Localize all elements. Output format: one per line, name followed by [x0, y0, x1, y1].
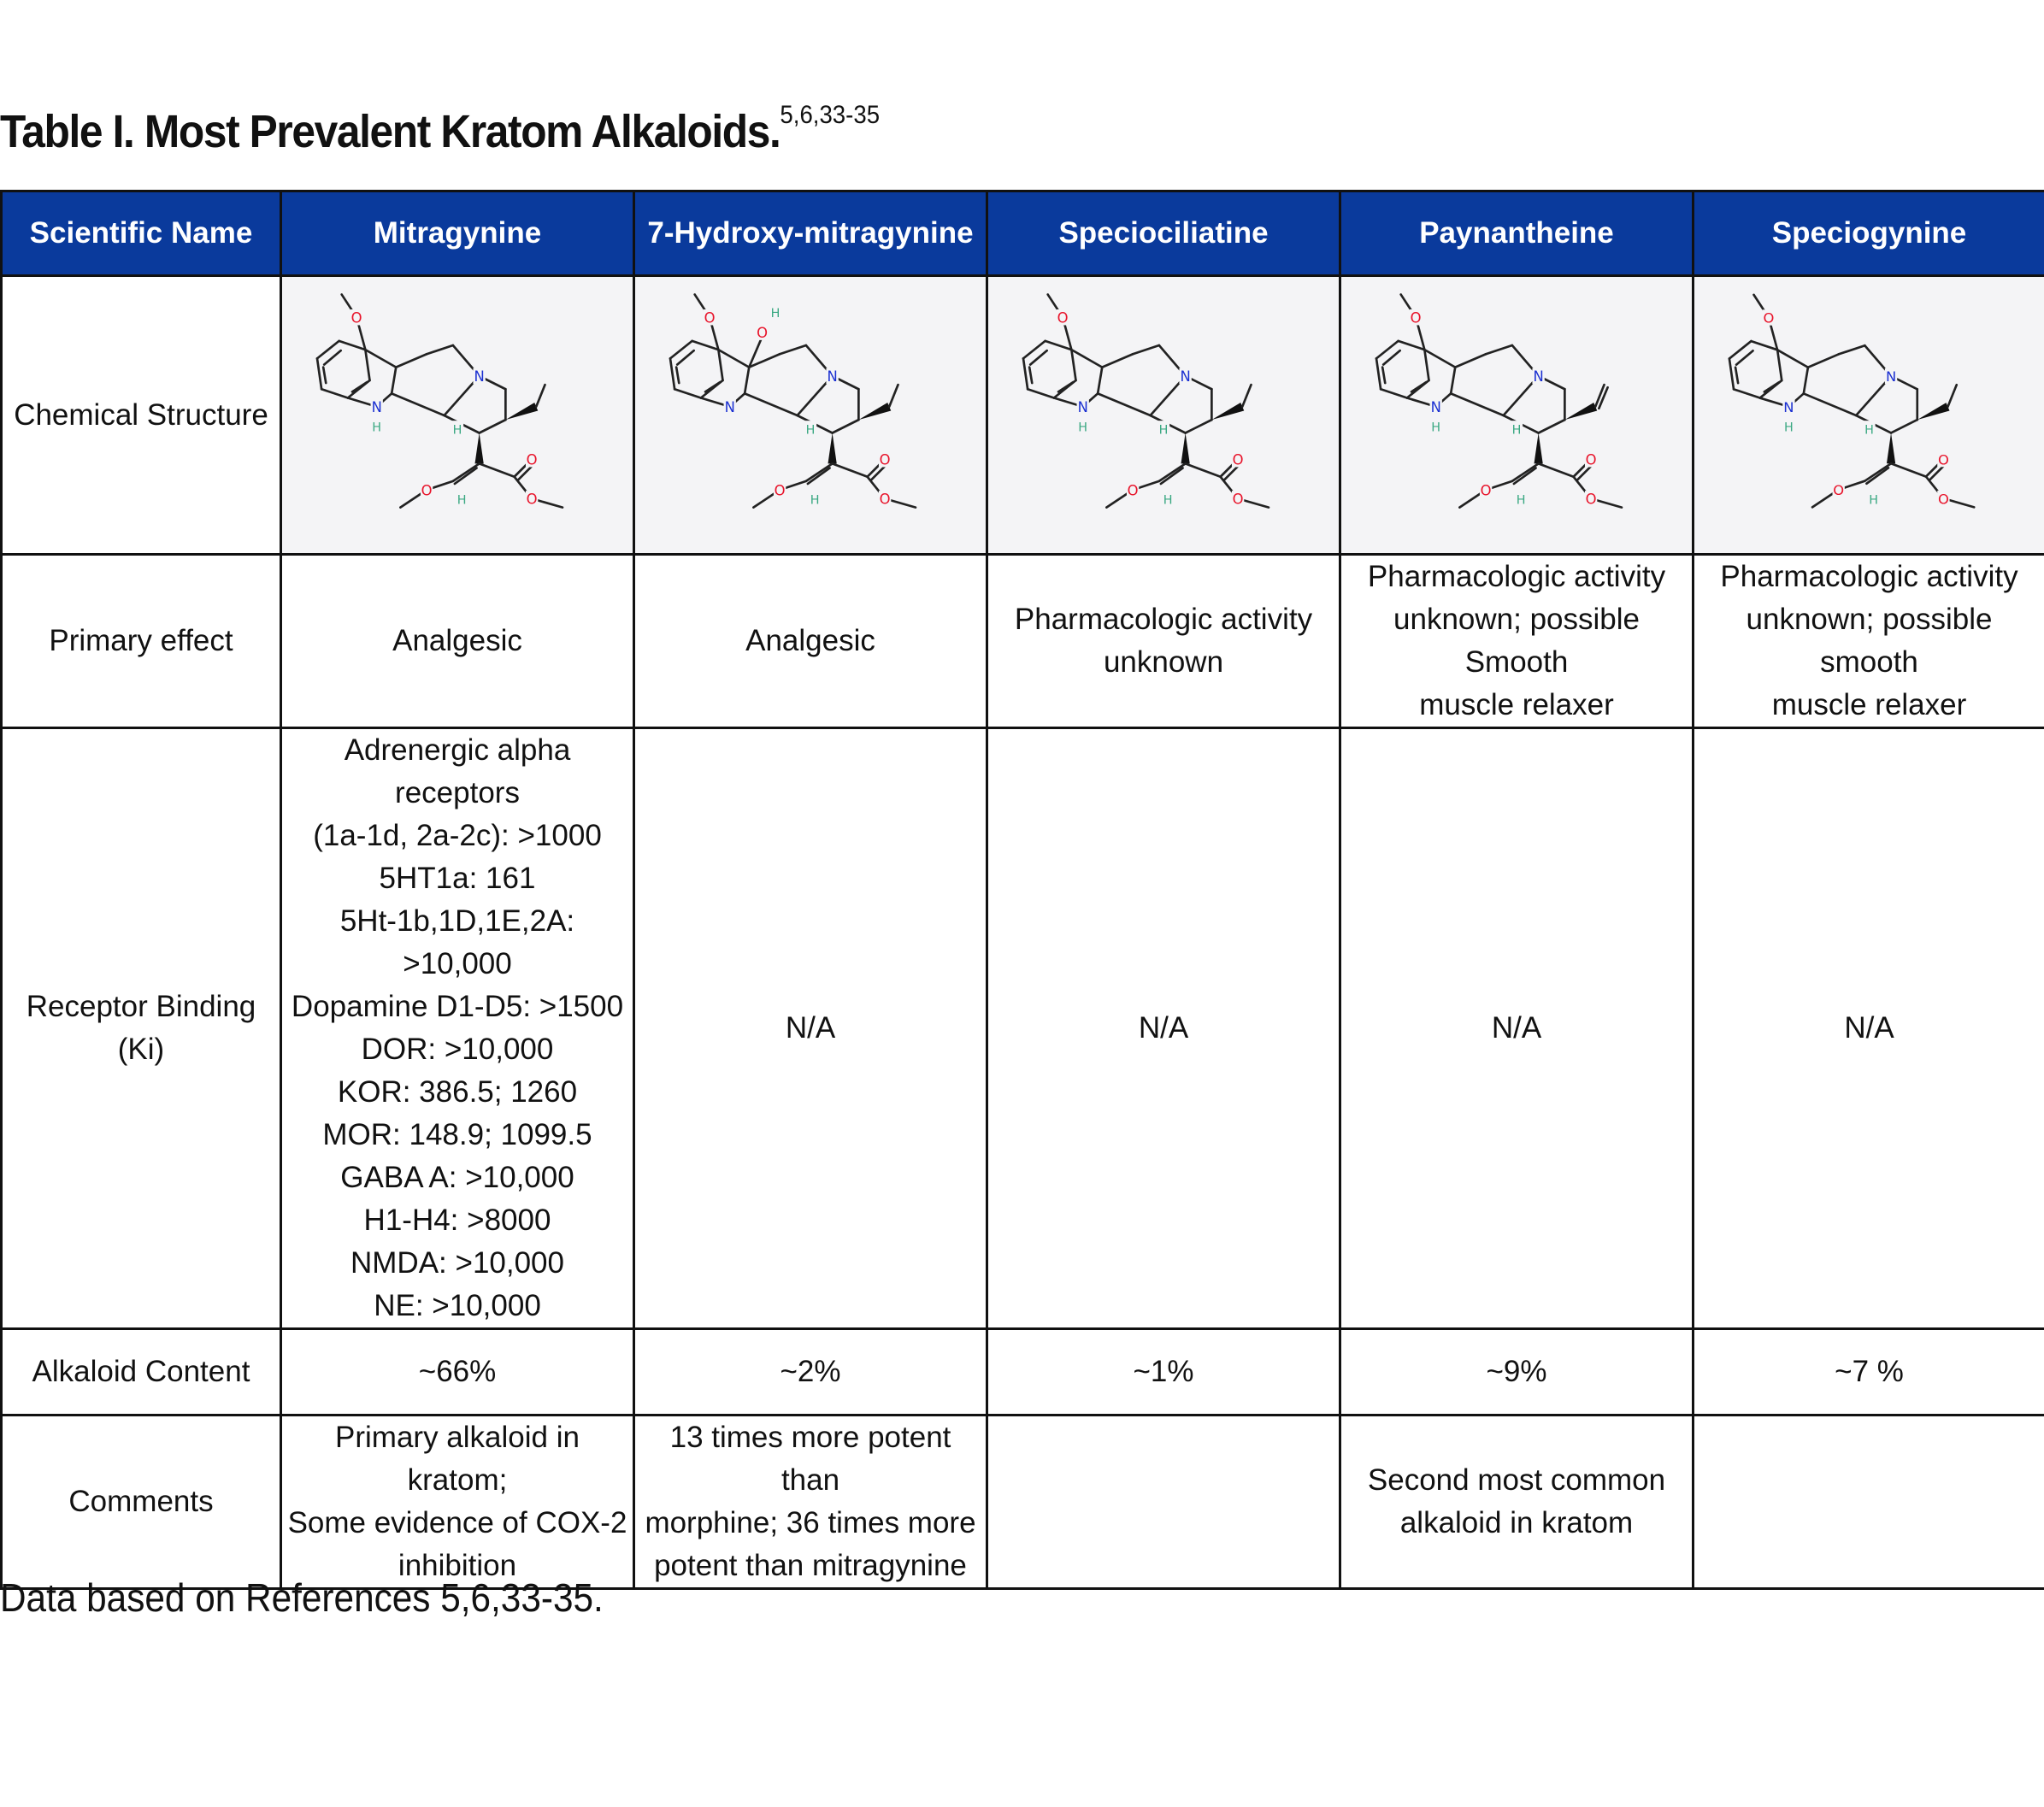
svg-text:H: H — [457, 493, 467, 508]
header-speciociliatine: Speciociliatine — [987, 191, 1340, 276]
svg-text:N: N — [1180, 368, 1191, 385]
svg-text:N: N — [1533, 368, 1544, 385]
svg-text:H: H — [1784, 420, 1794, 434]
molecule-structure-icon — [988, 279, 1339, 552]
primary-effect-cell: Pharmacologic activity unknown; possible smooth muscle relaxer — [1694, 555, 2044, 728]
header-mitragynine: Mitragynine — [281, 191, 634, 276]
svg-text:O: O — [1763, 309, 1775, 327]
svg-text:O: O — [421, 481, 433, 498]
header-7-hydroxy-mitragynine: 7-Hydroxy-mitragynine — [634, 191, 987, 276]
svg-text:H: H — [1511, 423, 1522, 438]
row-label-comments: Comments — [2, 1416, 281, 1589]
svg-text:H: H — [1864, 422, 1874, 437]
comments-cell — [1694, 1416, 2044, 1589]
row-primary-effect — [2, 555, 2044, 728]
row-label-chemical-structure: Chemical Structure — [2, 276, 281, 555]
svg-text:O: O — [1585, 450, 1597, 468]
svg-text:H: H — [1431, 420, 1441, 434]
svg-text:O: O — [526, 450, 538, 468]
molecule-structure-icon — [1694, 279, 2044, 552]
svg-text:O: O — [1585, 491, 1597, 508]
structure-cell — [1694, 276, 2044, 555]
alkaloid-content-cell: ~7 % — [1694, 1329, 2044, 1416]
svg-text:O: O — [1833, 481, 1845, 498]
svg-text:H: H — [372, 420, 382, 434]
svg-text:H: H — [1163, 493, 1173, 508]
comments-cell: Primary alkaloid in kratom; Some evidence of COX-2 inhibition — [281, 1416, 634, 1589]
alkaloid-table — [0, 190, 2044, 1590]
svg-text:O: O — [1232, 450, 1244, 468]
svg-text:H: H — [1078, 420, 1088, 434]
svg-text:N: N — [1885, 368, 1897, 385]
svg-text:H: H — [1516, 493, 1526, 508]
primary-effect-cell: Analgesic — [281, 555, 634, 728]
svg-text:H: H — [1158, 423, 1169, 438]
header-row — [2, 191, 2044, 276]
svg-text:O: O — [879, 491, 891, 508]
comments-cell — [987, 1416, 1340, 1589]
svg-text:N: N — [474, 368, 485, 385]
svg-text:O: O — [526, 491, 538, 508]
receptor-binding-cell: N/A — [1694, 728, 2044, 1329]
svg-text:O: O — [350, 309, 362, 326]
svg-text:N: N — [1430, 398, 1441, 415]
primary-effect-cell: Pharmacologic activity unknown; possible Smooth muscle relaxer — [1340, 555, 1694, 728]
receptor-binding-cell: Adrenergic alpha receptors (1a-1d, 2a-2c): >1000 5HT1a: 161 5Ht-1b,1D,1E,2A: >10,000 Dopamine D1-D5: >1500 DOR: >10,000 KOR: 386.5; 1260 MOR: 148.9; 1099.5 GABA A: >10,000 H1-H4: >8000 NMDA: >10,000 NE: >10,000 — [281, 728, 634, 1329]
comments-cell: Second most common alkaloid in kratom — [1340, 1416, 1694, 1589]
svg-text:N: N — [1783, 398, 1794, 415]
row-label-receptor-binding: Receptor Binding (Ki) — [2, 728, 281, 1329]
row-chemical-structure — [2, 276, 2044, 555]
svg-text:O: O — [1937, 450, 1949, 468]
table-title: Table I. Most Prevalent Kratom Alkaloids.$^{5,6,33-35}$ — [0, 101, 881, 157]
row-label-alkaloid-content: Alkaloid Content — [2, 1329, 281, 1416]
receptor-binding-cell: N/A — [1340, 728, 1694, 1329]
receptor-binding-cell: N/A — [987, 728, 1340, 1329]
alkaloid-content-cell: ~9% — [1340, 1329, 1694, 1416]
primary-effect-cell: Analgesic — [634, 555, 987, 728]
header-paynantheine: Paynantheine — [1340, 191, 1694, 276]
alkaloid-content-cell: ~2% — [634, 1329, 987, 1416]
svg-text:O: O — [1057, 309, 1069, 326]
row-comments — [2, 1416, 2044, 1589]
svg-text:H: H — [810, 493, 820, 508]
footnote: Data based on References 5,6,33-35. — [0, 1575, 604, 1620]
row-receptor-binding — [2, 728, 2044, 1329]
row-alkaloid-content — [2, 1329, 2044, 1416]
svg-text:N: N — [827, 368, 838, 385]
primary-effect-cell: Pharmacologic activity unknown — [987, 555, 1340, 728]
svg-text:O: O — [1410, 309, 1422, 326]
svg-text:N: N — [724, 398, 735, 415]
structure-cell — [987, 276, 1340, 555]
title-reference-superscript: 5,6,33-35 — [780, 101, 881, 129]
svg-text:O: O — [1127, 481, 1139, 498]
svg-text:O: O — [1232, 491, 1244, 508]
svg-text:O: O — [704, 309, 716, 326]
molecule-structure-icon — [1341, 279, 1692, 552]
svg-text:H: H — [1869, 492, 1878, 507]
svg-text:H: H — [452, 423, 462, 438]
header-scientific-name: Scientific Name — [2, 191, 281, 276]
svg-text:O: O — [774, 481, 786, 498]
svg-text:O: O — [1937, 490, 1949, 507]
alkaloid-content-cell: ~66% — [281, 1329, 634, 1416]
svg-text:N: N — [1077, 398, 1088, 415]
header-speciogynine: Speciogynine — [1694, 191, 2044, 276]
svg-text:O: O — [1480, 481, 1492, 498]
svg-text:N: N — [371, 398, 382, 415]
comments-cell: 13 times more potent than morphine; 36 times more potent than mitragynine — [634, 1416, 987, 1589]
molecule-structure-icon — [282, 279, 633, 552]
structure-cell — [281, 276, 634, 555]
structure-cell — [634, 276, 987, 555]
svg-text:H: H — [805, 423, 816, 438]
molecule-structure-icon — [635, 279, 986, 552]
structure-cell — [1340, 276, 1694, 555]
svg-text:O: O — [879, 450, 891, 468]
svg-text:O: O — [757, 324, 769, 341]
alkaloid-content-cell: ~1% — [987, 1329, 1340, 1416]
svg-text:H: H — [770, 306, 780, 321]
row-label-primary-effect: Primary effect — [2, 555, 281, 728]
receptor-binding-cell: N/A — [634, 728, 987, 1329]
